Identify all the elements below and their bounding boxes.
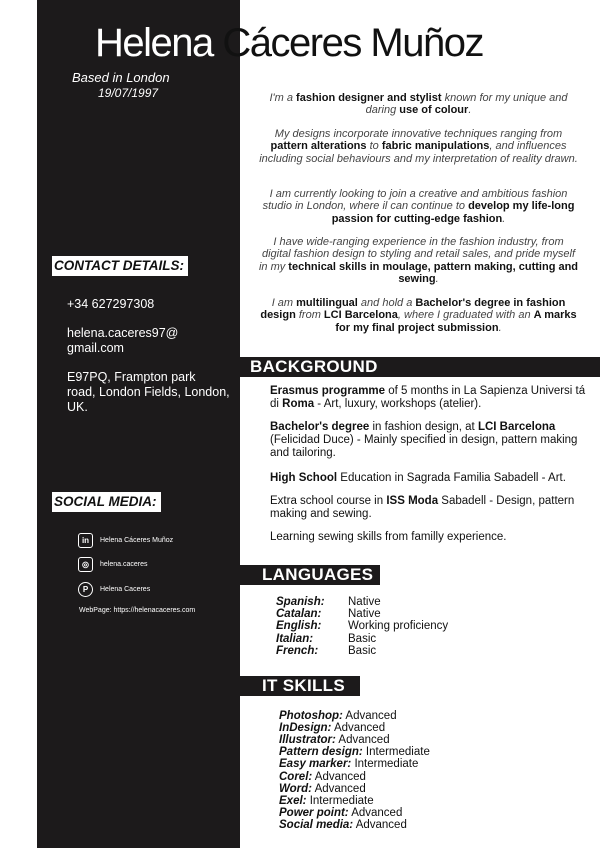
language-level: Basic: [348, 644, 377, 657]
skill-row: [279, 807, 402, 819]
intro-paragraph-1: I'm a fashion designer and stylist known for my unique and daring use of colour.: [269, 92, 568, 117]
background-item: High School Education in Sagrada Familia Sabadell - Art.: [270, 472, 566, 484]
intro-paragraph-5: I am multilingual and hold a Bachelor's degree in fashion design from LCI Barcelona, where I graduated with an A marks for my final project submission.: [260, 297, 577, 334]
background-item: Learning sewing skills from familly experience.: [270, 531, 507, 543]
skill-row: [279, 783, 366, 795]
skill-level: Advanced: [335, 734, 390, 747]
social-item-pinterest[interactable]: P Helena Caceres: [78, 582, 150, 597]
social-item-instagram[interactable]: ◎ helena.caceres: [78, 557, 147, 572]
contact-heading: CONTACT DETAILS:: [52, 256, 188, 276]
skill-name: Easy marker:: [279, 758, 352, 771]
skill-row: [279, 734, 390, 746]
skill-name: Exel:: [279, 794, 307, 807]
language-name: French:: [276, 644, 319, 657]
social-heading: SOCIAL MEDIA:: [52, 492, 161, 512]
language-level: Native: [348, 608, 381, 621]
background-item: Bachelor's degree in fashion design, at LCI Barcelona (Felicidad Duce) - Mainly specified in design, pattern making and tailoring.: [270, 421, 578, 459]
skill-row: [279, 746, 430, 758]
skill-level: Advanced: [342, 710, 397, 722]
language-row: [276, 645, 376, 657]
skill-level: Intermediate: [351, 758, 419, 771]
name-rest: Cáceres Muñoz: [222, 21, 483, 65]
social-item-linkedin[interactable]: in Helena Cáceres Muñoz: [78, 533, 173, 548]
language-name: Spanish:: [276, 596, 325, 608]
skill-row: [279, 710, 397, 722]
skill-level: Intermediate: [306, 794, 374, 807]
skill-name: Photoshop:: [279, 710, 343, 722]
skill-level: Advanced: [331, 722, 386, 735]
skill-name: Word:: [279, 782, 313, 795]
skill-name: Pattern design:: [279, 746, 363, 759]
skill-row: [279, 795, 374, 807]
skill-row: [279, 722, 385, 734]
phone-number[interactable]: +34 627297308: [67, 297, 155, 311]
skill-name: Social media:: [279, 818, 354, 831]
language-name: Catalan:: [276, 608, 322, 621]
skill-name: Power point:: [279, 806, 349, 819]
instagram-icon: ◎: [78, 557, 93, 572]
sidebar: [37, 0, 240, 848]
skill-name: Illustrator:: [279, 734, 336, 747]
language-level: Basic: [348, 632, 377, 645]
skill-level: Advanced: [312, 770, 366, 783]
intro-paragraph-3: I am currently looking to join a creative and ambitious fashion studio in London, where il can continue to develop my life-long passion for cutting-edge fashion.: [262, 188, 575, 225]
name-first: Helena: [95, 21, 223, 65]
it-skills-title: IT SKILLS: [262, 676, 345, 695]
website-link[interactable]: WebPage: https://helenacaceres.com: [79, 607, 196, 614]
language-row: [276, 633, 376, 645]
skill-level: Intermediate: [362, 746, 430, 759]
skill-name: InDesign:: [279, 722, 332, 735]
postal-address: E97PQ, Frampton park road, London Fields, London, UK.: [67, 370, 230, 414]
language-row: [276, 608, 381, 620]
full-name: [95, 18, 483, 68]
skill-level: Advanced: [312, 782, 366, 795]
language-row: [276, 596, 381, 608]
intro-paragraph-4: I have wide-ranging experience in the fashion industry, from digital fashion design to styling and retail sales, and pride myself in my technical skills in moulage, pattern making, cutting and sewing.: [258, 236, 579, 285]
skill-row: [279, 819, 407, 831]
background-item: Erasmus programme of 5 months in La Sapienza Universi tá di Roma - Art, luxury, workshops (atelier).: [270, 385, 586, 410]
languages-title: LANGUAGES: [262, 565, 374, 584]
language-level: Native: [348, 596, 381, 608]
skill-row: [279, 771, 366, 783]
intro-paragraph-2: My designs incorporate innovative techniques ranging from pattern alterations to fabric manipulations, and influences including social behaviours and my interpretation of reality drawn.: [259, 128, 578, 165]
skill-row: [279, 758, 418, 770]
skill-level: Advanced: [353, 818, 407, 831]
email-address[interactable]: helena.caceres97@ gmail.com: [67, 326, 179, 355]
birth-date: 19/07/1997: [98, 86, 159, 100]
skill-name: Corel:: [279, 770, 313, 783]
pinterest-icon: P: [78, 582, 93, 597]
background-item: Extra school course in ISS Moda Sabadell - Design, pattern making and sewing.: [270, 495, 575, 520]
language-name: English:: [276, 620, 322, 633]
language-level: Working proficiency: [348, 620, 449, 633]
language-row: [276, 620, 448, 632]
linkedin-icon: in: [78, 533, 93, 548]
background-title: BACKGROUND: [250, 357, 378, 376]
location: Based in London: [72, 70, 170, 85]
language-name: Italian:: [276, 632, 314, 645]
skill-level: Advanced: [348, 806, 403, 819]
